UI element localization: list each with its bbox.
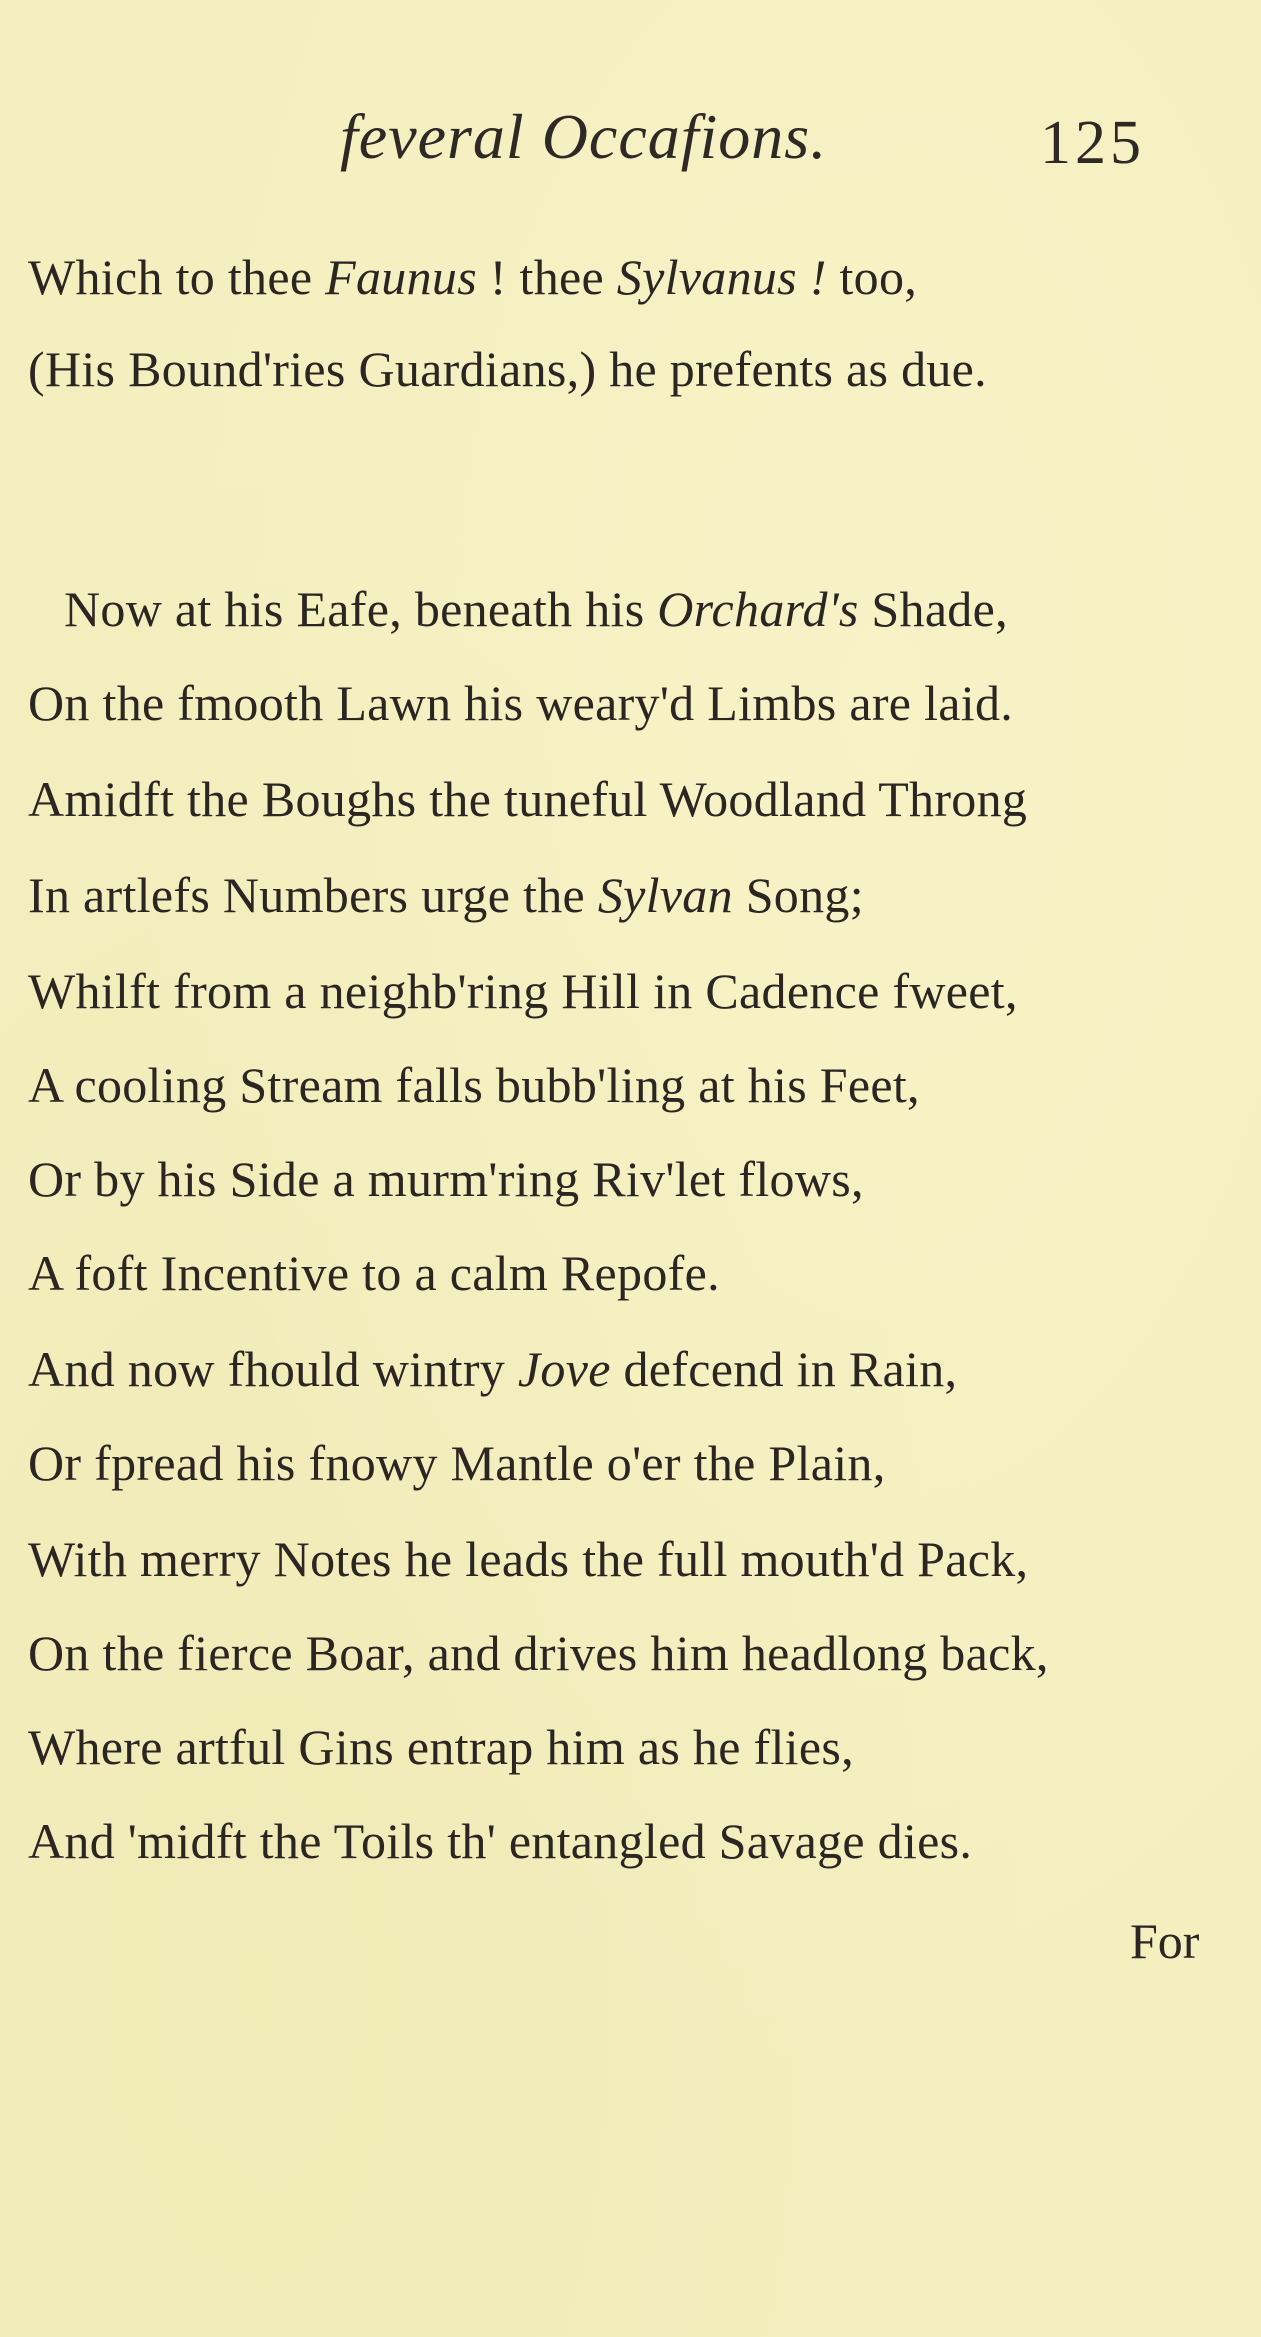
verse-line [28,1340,957,1398]
verse-line [28,962,1018,1020]
verse-text: Amidft the Boughs the tuneful Woodland Throng [28,771,1028,827]
verse-line [28,1244,720,1302]
verse-line [28,1812,972,1870]
verse-line [28,674,1013,732]
verse-text: With merry Notes he leads the full mouth'd Pack, [28,1531,1029,1587]
verse-line [28,1056,920,1114]
verse-line [28,770,1027,828]
verse-text: (His Bound'ries Guardians,) he prefents as due. [28,341,987,397]
verse-text: On the fmooth Lawn his weary'd Limbs are laid. [28,675,1014,731]
running-title: feveral Occafions. [340,101,828,172]
verse-italic: Sylvan [597,867,733,923]
verse-line [28,1434,886,1492]
verse-line [28,1530,1028,1588]
verse-text: On the fierce Boar, and drives him headlong back, [28,1625,1049,1681]
verse-italic: Jove [517,1341,611,1397]
verse-text: Whilft from a neighb'ring Hill in Cadence fweet, [28,963,1018,1019]
catchword: For [1130,1913,1200,1969]
verse-text: Or fpread his fnowy Mantle o'er the Plain, [28,1435,886,1491]
verse-line [28,1150,864,1208]
verse-italic: Orchard's [657,581,859,637]
verse-text: too, [826,249,918,305]
verse-text: A foft Incentive to a calm Repofe. [28,1245,720,1301]
verse-text: A cooling Stream falls bubb'ling at his Feet, [28,1057,920,1113]
verse-text: Which to thee [28,249,326,305]
page-number: 125 [1040,109,1145,177]
verse-text: Or by his Side a murm'ring Riv'let flows, [28,1151,864,1207]
verse-line [64,580,1008,638]
verse-text: Now at his Eafe, beneath his [64,581,658,637]
verse-text: Shade, [858,581,1008,637]
verse-italic: Faunus [325,249,477,305]
verse-italic: Sylvanus ! [616,249,827,305]
verse-text: Song; [732,867,864,923]
verse-line [28,340,987,398]
verse-text: defcend in Rain, [610,1341,958,1397]
verse-line [28,1718,854,1776]
verse-line [28,1624,1049,1682]
verse-line [28,248,917,306]
verse-text: Where artful Gins entrap him as he flies, [28,1719,854,1775]
verse-text: In artlefs Numbers urge the [28,867,598,923]
verse-text: ! thee [476,249,617,305]
verse-text: And now fhould wintry [28,1341,518,1397]
verse-line [28,866,864,924]
verse-text: And 'midft the Toils th' entangled Savage dies. [28,1813,973,1869]
